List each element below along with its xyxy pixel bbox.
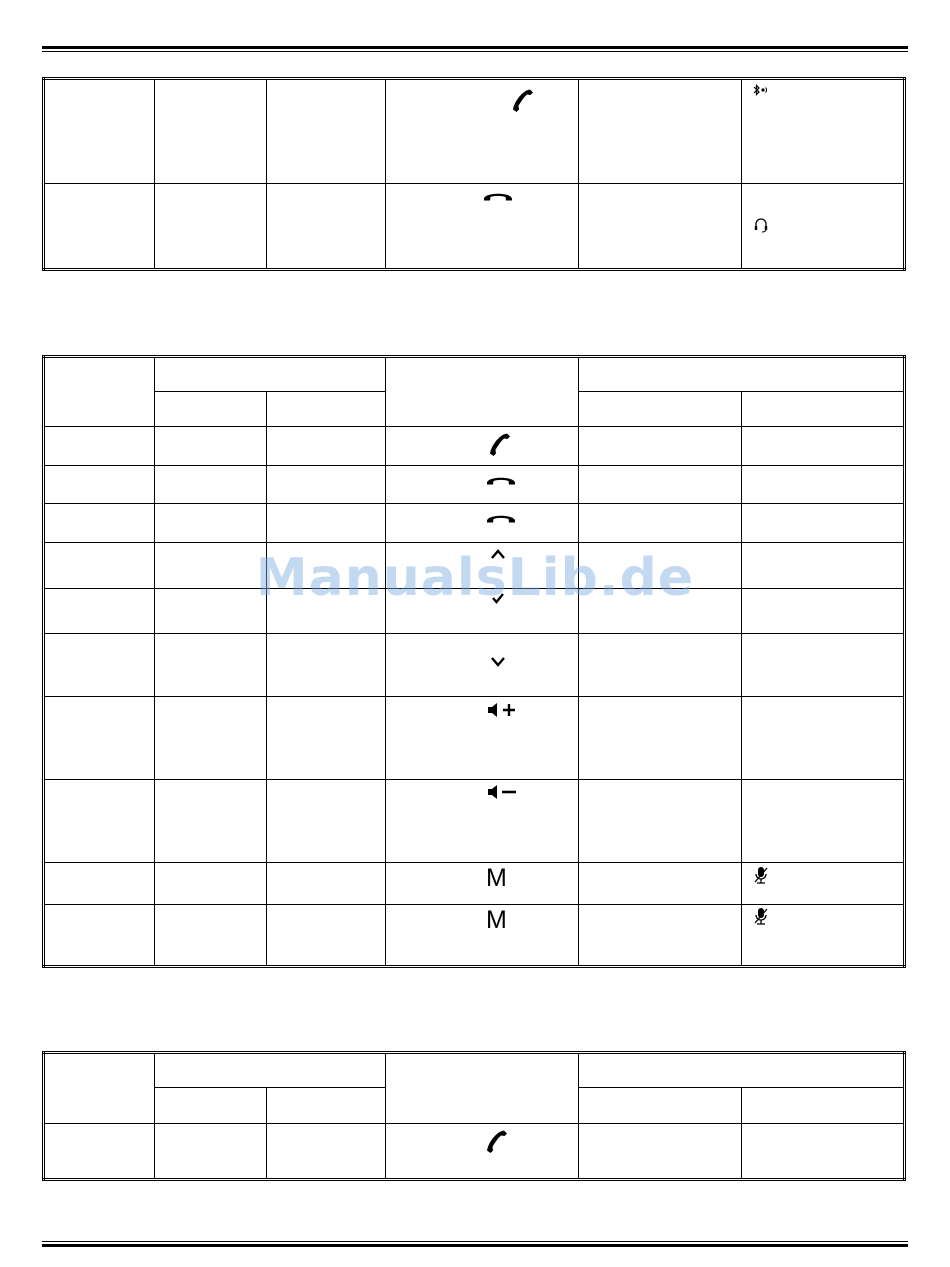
table-cell [267, 588, 386, 633]
key-cell [386, 862, 579, 904]
table-header-cell [386, 1053, 579, 1124]
table-cell [155, 183, 267, 269]
table-row [44, 79, 905, 184]
table-cell [267, 904, 386, 966]
phone-handset-icon [487, 430, 511, 458]
mic-muted-icon [753, 907, 769, 927]
table-cell [267, 697, 386, 780]
table-row [44, 588, 905, 633]
table-row [44, 427, 905, 466]
table-row [44, 633, 905, 696]
table-cell [155, 862, 267, 904]
table-cell [44, 697, 155, 780]
table-row [44, 183, 905, 269]
key-cell [386, 466, 579, 504]
table-cell [579, 780, 742, 862]
mute-key-label: M [486, 863, 507, 892]
key-cell [386, 588, 579, 633]
table-cell [155, 588, 267, 633]
headset-icon [753, 217, 769, 233]
table-cell [44, 1123, 155, 1179]
phone-hangup-icon [486, 511, 516, 523]
top-table [42, 77, 906, 271]
table-cell [155, 1123, 267, 1179]
table-header-cell [742, 1088, 905, 1123]
table-cell [579, 904, 742, 966]
phone-hangup-icon [483, 189, 513, 201]
table-cell [267, 780, 386, 862]
volume-down-icon [486, 783, 520, 801]
table-cell [267, 183, 386, 269]
table-header-cell [579, 392, 742, 427]
key-cell [386, 504, 579, 542]
indicator-cell [742, 904, 905, 966]
table-cell [579, 504, 742, 542]
table-cell [742, 780, 905, 862]
table-cell [579, 542, 742, 588]
table-row [44, 697, 905, 780]
table-header-row [44, 357, 905, 392]
table-cell [742, 633, 905, 696]
table-row [44, 542, 905, 588]
header-rule-thin [42, 51, 908, 52]
phone-hangup-icon [486, 473, 516, 485]
key-cell [386, 1123, 579, 1179]
table-cell [579, 427, 742, 466]
table-row [44, 780, 905, 862]
table-header-cell [155, 1088, 267, 1123]
mic-muted-icon [753, 866, 769, 886]
bottom-table [42, 1051, 906, 1181]
table-cell [44, 588, 155, 633]
table-cell [44, 862, 155, 904]
table-cell [579, 862, 742, 904]
table-header-cell [155, 1053, 386, 1088]
table-cell [267, 504, 386, 542]
table-row [44, 466, 905, 504]
table-header-cell [267, 1088, 386, 1123]
table-header-row [44, 1053, 905, 1088]
footer-rule [42, 1244, 908, 1247]
table-cell [579, 183, 742, 269]
mute-key-label: M [486, 905, 507, 934]
table-header-cell [579, 1053, 905, 1088]
table-header-cell [579, 357, 905, 392]
header-rule [42, 46, 908, 49]
table-row [44, 904, 905, 966]
table-cell [44, 633, 155, 696]
indicator-cell [742, 183, 905, 269]
table-cell [579, 79, 742, 184]
table-cell [155, 427, 267, 466]
table-header-cell [44, 357, 155, 427]
table-cell [44, 780, 155, 862]
table-cell [44, 904, 155, 966]
table-cell [44, 79, 155, 184]
table-cell [155, 466, 267, 504]
key-cell [386, 780, 579, 862]
table-cell [267, 79, 386, 184]
table-header-cell [386, 357, 579, 427]
table-cell [267, 466, 386, 504]
table-cell [579, 633, 742, 696]
table-cell [742, 427, 905, 466]
table-cell [44, 427, 155, 466]
table-cell [155, 504, 267, 542]
table-cell [267, 1123, 386, 1179]
key-cell [386, 183, 579, 269]
table-header-cell [267, 392, 386, 427]
indicator-cell [742, 79, 905, 184]
table-cell [742, 697, 905, 780]
table-cell [742, 466, 905, 504]
table-cell [155, 904, 267, 966]
table-cell [579, 466, 742, 504]
key-cell [386, 633, 579, 696]
key-cell [386, 542, 579, 588]
table-cell [44, 542, 155, 588]
table-row [44, 862, 905, 904]
table-header-cell [44, 1053, 155, 1124]
phone-handset-icon [510, 86, 534, 114]
arrow-up-icon [490, 548, 506, 560]
table-cell [742, 1123, 905, 1179]
table-cell [742, 542, 905, 588]
table-header-cell [742, 392, 905, 427]
footer-rule-thin [42, 1241, 908, 1242]
table-header-cell [155, 357, 386, 392]
table-cell [267, 633, 386, 696]
arrow-down-icon [490, 656, 506, 668]
table-header-cell [579, 1088, 742, 1123]
table-row [44, 504, 905, 542]
volume-up-icon [486, 701, 520, 719]
table-cell [44, 504, 155, 542]
checkmark-icon [491, 592, 505, 604]
watermark: ManualsLib.de [255, 548, 695, 608]
table-cell [44, 183, 155, 269]
table-cell [155, 780, 267, 862]
table-cell [579, 697, 742, 780]
key-cell [386, 79, 579, 184]
key-cell [386, 904, 579, 966]
table-cell [579, 1123, 742, 1179]
table-row [44, 1123, 905, 1179]
main-table [42, 355, 906, 968]
table-cell [155, 633, 267, 696]
bluetooth-icon [752, 84, 770, 98]
table-cell [742, 588, 905, 633]
indicator-cell [742, 862, 905, 904]
table-cell [267, 862, 386, 904]
table-cell [155, 79, 267, 184]
phone-handset-icon [484, 1127, 508, 1155]
table-cell [155, 697, 267, 780]
table-cell [267, 542, 386, 588]
table-cell [155, 542, 267, 588]
key-cell [386, 427, 579, 466]
table-cell [742, 504, 905, 542]
table-cell [44, 466, 155, 504]
table-cell [579, 588, 742, 633]
table-cell [267, 427, 386, 466]
key-cell [386, 697, 579, 780]
table-header-cell [155, 392, 267, 427]
